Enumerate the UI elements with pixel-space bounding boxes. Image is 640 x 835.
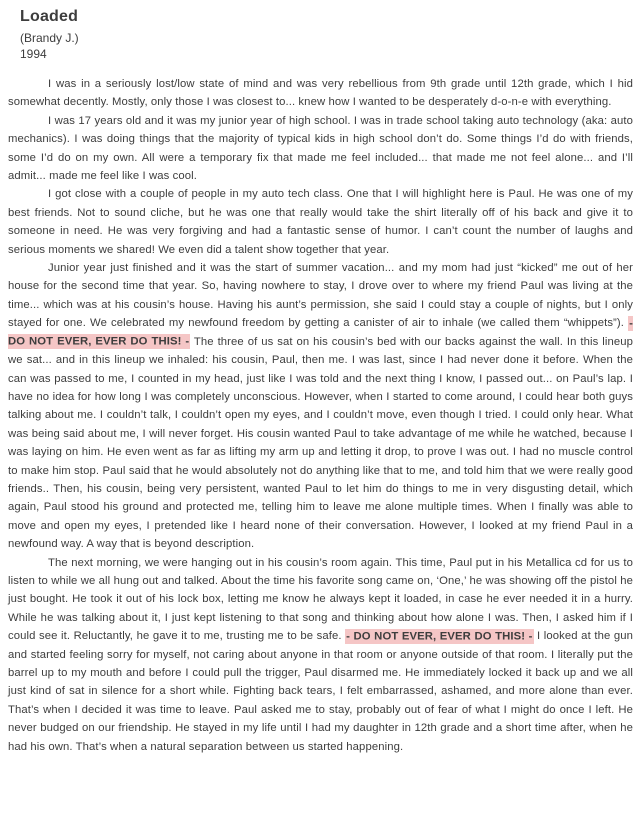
story-paragraph — [8, 554, 633, 756]
story-text: Junior year just finished and it was the start of summer vacation... and my mom had just “kicked” me out of her house for the second time that year. So, having nowhere to stay, I drove over to where my friend Paul was living at the time... which was at his cousin’s house. Having his aunt’s permission, she said I could stay a couple of nights, but I only stayed for one. We celebrated my newfound freedom by getting a canister of air to inhale (we called them “whippets”). — [8, 262, 633, 330]
story-paragraph — [8, 259, 633, 554]
story-paragraph — [8, 75, 633, 112]
story-paragraph — [8, 185, 633, 259]
warning-highlight: - DO NOT EVER, EVER DO THIS! - — [8, 317, 633, 348]
story-title: Loaded — [20, 8, 79, 25]
story-text: I was in a seriously lost/low state of mind and was very rebellious from 9th grade until 12th grade, which I hid somewhat decently. Mostly, only those I was closest to... knew how I wanted to be desperately d-o-n-e with everything. — [8, 78, 633, 109]
story-year: 1994 — [20, 47, 47, 61]
story-text: I looked at the gun and started feeling sorry for myself, not caring about anyone in that room or anyone outside of that room. I literally put the barrel up to my mouth and before I could pull the trigger, Paul disarmed me. He immediately locked it back up and we all just kind of sat in silence for a short while. Fighting back tears, I felt embarrassed, ashamed, and more alone than ever. That’s when I decided it was time to leave. Paul asked me to stay, probably out of fear of what I might do once I left. He never budged on our friendship. He stayed in my life until I had my daughter in 12th grade and a short time after, when he had his own. That’s when a natural separation between us started happening. — [8, 630, 633, 753]
story-text: I got close with a couple of people in my auto tech class. One that I will highlight here is Paul. He was one of my best friends. Not to sound cliche, but he was one that really would take the shirt literally off of his back and give it to someone in need. He was very forgiving and had a fantastic sense of humor. I can’t count the number of laughs and serious moments we shared! We even did a talent show together that year. — [8, 188, 633, 256]
story-text: I was 17 years old and it was my junior year of high school. I was in trade school taking auto technology (aka: auto mechanics). I was doing things that the majority of typical kids in high school don’t do. Some things I’d do with friends, some I’d do on my own. All were a temporary fix that made me feel included... that made me not feel alone... and I’ll admit... made me feel like I was cool. — [8, 114, 633, 183]
story-author: (Brandy J.) — [20, 31, 79, 45]
story-text: The three of us sat on his cousin’s bed with our backs against the wall. In this lineup we sat... and in this lineup we inhaled: his cousin, Paul, then me. I was last, since I had never done it before. When the can was passed to me, I counted in my head, just like I was told and the next thing I know, I passed out... on Paul’s lap. I have no idea for how long I was completely unconscious. However, when I started to come around, I could hear both guys talking about me. I couldn’t talk, I couldn’t open my eyes, and I couldn’t move, even though I tried. I could only hear. What was being said about me, I will never forget. His cousin wanted Paul to take advantage of me while he watched, because I was laying on him. He even went as far as lifting my arm up and letting it drop, to prove I was out. I had no muscle control to make him stop. Paul said that he would absolutely not do anything like that to me, and told him that we were really good friends.. Then, his cousin, being very persistent, wanted Paul to let him do things to me in very disgusting detail, which again, Paul stood his ground and protected me, telling him to leave me alone multiple times. When I finally was able to move and open my eyes, I pretended like I heard none of their conversation. However, I looked at my friend Paul in a newfound way. A way that is beyond description. — [8, 335, 633, 551]
story-paragraph — [8, 112, 633, 186]
story-header — [0, 0, 640, 62]
story-body — [0, 62, 640, 756]
warning-highlight: - DO NOT EVER, EVER DO THIS! - — [346, 630, 533, 643]
story-text: The next morning, we were hanging out in his cousin’s room again. This time, Paul put in his Metallica cd for us to listen to while we all hung out and talked. About the time his favorite song came on, ‘One,’ he was showing off the pistol he just bought. He took it out of his lock box, letting me know he always kept it loaded, in case he ever needed it in a hurry. While he was talking about it, I just kept listening to that song and thinking about how alone I was. Then, I asked him if I could see it. Reluctantly, he gave it to me, trusting me to be safe. — [8, 556, 633, 643]
